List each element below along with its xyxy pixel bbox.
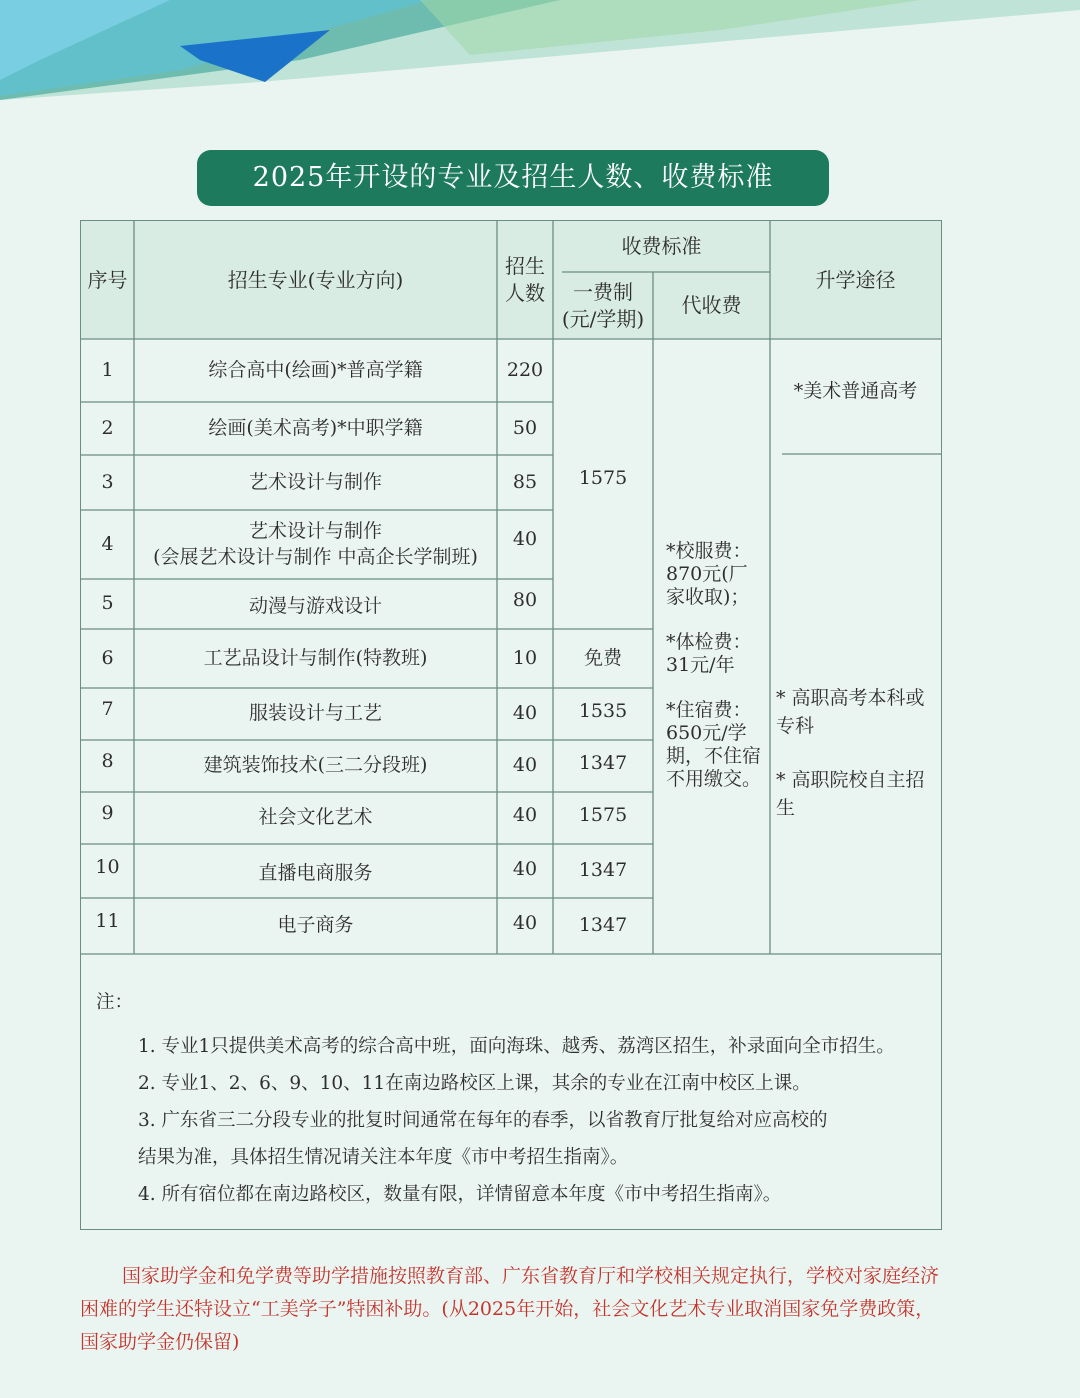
row-7-seq: 7 [101, 698, 114, 721]
agency-fee-uniform: *校服费：870元(厂家收取)； [666, 540, 752, 608]
header-fee-agency: 代收费 [681, 293, 742, 317]
row-7-count: 40 [512, 702, 538, 725]
route-vocational [776, 684, 936, 822]
row-4-count: 40 [512, 528, 538, 551]
notes-heading: 注： [96, 992, 134, 1013]
row-9-fee: 1575 [578, 804, 628, 827]
header-enroll-line1: 招生 [505, 254, 545, 278]
header-enroll-line2: 人数 [505, 281, 545, 305]
agency-fee-notes [666, 540, 766, 813]
row-8-major: 建筑装饰技术(三二分段班) [203, 754, 428, 777]
row-8-seq: 8 [101, 750, 114, 773]
route-vocational-line1: * 高职高考本科或专科 [776, 687, 925, 737]
row-2-major: 绘画(美术高考)*中职学籍 [208, 416, 423, 439]
notes-section [96, 988, 946, 1213]
row-1-count: 220 [506, 359, 544, 382]
financial-aid-statement [80, 1260, 950, 1359]
row-2-count: 50 [512, 416, 538, 439]
row-4-major-line2: (会展艺术设计与制作 中高企长学制班) [153, 545, 478, 568]
row-11-major: 电子商务 [277, 914, 354, 937]
row-6-major: 工艺品设计与制作(特教班) [203, 646, 428, 669]
row-6-count: 10 [512, 646, 538, 669]
row-1-seq: 1 [101, 359, 114, 382]
row-5-count: 80 [512, 589, 538, 612]
note-1: 1. 专业1只提供美术高考的综合高中班，面向海珠、越秀、荔湾区招生，补录面向全市招生。 [138, 1036, 895, 1057]
row-8-fee: 1347 [578, 752, 628, 775]
row-11-fee: 1347 [578, 914, 628, 937]
fee-rows-1-5 [553, 340, 653, 629]
row-1-major: 综合高中(绘画)*普高学籍 [208, 359, 423, 382]
row-6-seq: 6 [101, 646, 114, 669]
header-major: 招生专业(专业方向) [227, 267, 404, 292]
decorative-banner [0, 0, 1080, 110]
header-route: 升学途径 [815, 267, 896, 292]
header-seq: 序号 [87, 267, 128, 292]
row-2-seq: 2 [101, 416, 114, 439]
row-7-fee: 1535 [578, 700, 628, 723]
row-5-seq: 5 [101, 592, 114, 615]
row-10-seq: 10 [95, 856, 120, 879]
header-fee-standard: 收费标准 [621, 233, 702, 258]
header-fee-unified-line2: (元/学期) [561, 306, 645, 331]
row-8-count: 40 [512, 754, 538, 777]
row-4-seq: 4 [101, 532, 114, 555]
row-9-major: 社会文化艺术 [258, 806, 373, 829]
row-3-seq: 3 [101, 470, 114, 493]
row-4-major [134, 510, 497, 579]
agency-fee-dorm: *住宿费：650元/学期，不住宿不用缴交。 [666, 699, 762, 790]
row-9-seq: 9 [101, 802, 114, 825]
route-vocational-line2: * 高职院校自主招生 [776, 769, 925, 819]
note-3: 3. 广东省三二分段专业的批复时间通常在每年的春季，以省教育厅批复给对应高校的 [138, 1110, 828, 1131]
row-7-major: 服装设计与工艺 [248, 702, 382, 725]
row-6-fee: 免费 [583, 646, 622, 669]
note-2: 2. 专业1、2、6、9、10、11在南边路校区上课，其余的专业在江南中校区上课。 [138, 1073, 811, 1094]
row-10-fee: 1347 [578, 859, 628, 882]
fee-rows-1-5-value: 1575 [578, 466, 628, 489]
header-fee-unified [553, 272, 653, 339]
row-11-seq: 11 [95, 910, 120, 933]
row-4-major-line1: 艺术设计与制作 [248, 519, 382, 542]
row-10-count: 40 [512, 858, 538, 881]
row-11-count: 40 [512, 912, 538, 935]
route-art-exam: *美术普通高考 [793, 380, 918, 403]
note-4: 4. 所有宿位都在南边路校区，数量有限，详情留意本年度《市中考招生指南》。 [138, 1184, 782, 1205]
header-enroll-count [497, 221, 553, 339]
row-10-major: 直播电商服务 [258, 862, 373, 885]
row-3-major: 艺术设计与制作 [248, 470, 382, 493]
row-5-major: 动漫与游戏设计 [248, 595, 382, 618]
page-title: 2025年开设的专业及招生人数、收费标准 [197, 150, 829, 206]
header-fee-unified-line1: 一费制 [573, 279, 633, 304]
note-3-continued: 结果为准，具体招生情况请关注本年度《市中考招生指南》。 [138, 1147, 629, 1168]
row-9-count: 40 [512, 804, 538, 827]
agency-fee-medical: *体检费：31元/年 [666, 631, 752, 676]
row-3-count: 85 [512, 470, 538, 493]
financial-aid-text: 国家助学金和免学费等助学措施按照教育部、广东省教育厅和学校相关规定执行，学校对家庭经济困难的学生还特设立“工美学子”特困补助。(从2025年开始，社会文化艺术专业取消国家免学费政策，国家助学金仍保留) [80, 1265, 940, 1353]
